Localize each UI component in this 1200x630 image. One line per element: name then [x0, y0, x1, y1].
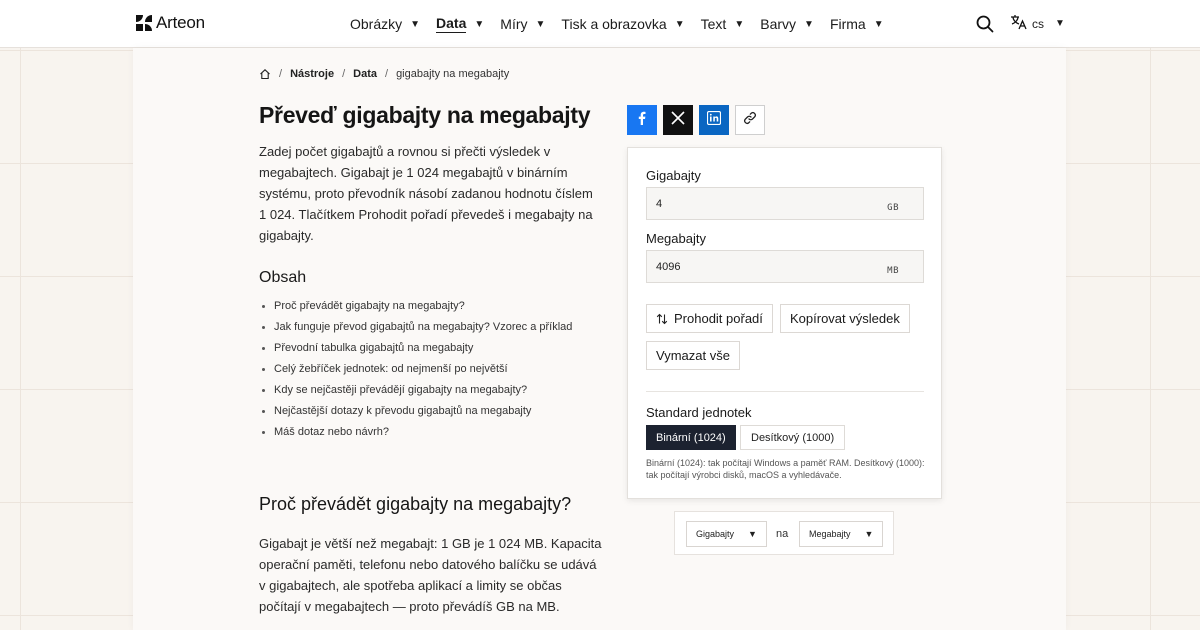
nav-label: Data	[436, 15, 467, 31]
search-icon[interactable]	[976, 15, 994, 33]
nav-label: Tisk a obrazovka	[561, 16, 667, 32]
divider	[646, 391, 924, 392]
swap-arrows-icon	[656, 313, 668, 325]
caret-down-icon: ▼	[873, 18, 884, 30]
caret-down-icon: ▼	[748, 529, 757, 539]
to-unit-value: Megabajty	[809, 529, 851, 539]
unit-connector: na	[776, 528, 789, 540]
breadcrumb-separator: /	[385, 68, 389, 80]
toc-item[interactable]: Celý žebříček jednotek: od nejmenší po největší	[274, 359, 572, 380]
facebook-icon	[635, 111, 649, 130]
toc-item[interactable]: Nejčastější dotazy k převodu gigabajtů na megabajty	[274, 401, 572, 422]
logo-mark-icon	[136, 15, 152, 31]
nav-item-obrazky[interactable]	[350, 0, 420, 48]
gigabytes-label: Gigabajty	[646, 168, 701, 183]
breadcrumb	[259, 68, 509, 80]
unit-standard-label: Standard jednotek	[646, 405, 752, 420]
toc-item[interactable]: Kdy se nejčastěji převádějí gigabajty na megabajty?	[274, 380, 572, 401]
share-x-button[interactable]	[663, 105, 693, 135]
nav-item-text[interactable]	[701, 0, 745, 48]
caret-down-icon: ▼	[674, 18, 685, 30]
gigabytes-unit: GB	[887, 203, 899, 213]
nav-label: Text	[700, 16, 727, 32]
main-nav	[350, 0, 900, 48]
to-unit-select[interactable]	[799, 521, 883, 547]
gigabytes-input[interactable]	[646, 187, 924, 220]
language-switcher[interactable]	[1010, 14, 1065, 33]
caret-down-icon: ▼	[474, 18, 485, 30]
clear-all-label: Vymazat vše	[656, 348, 730, 363]
caret-down-icon: ▼	[804, 18, 814, 30]
toc-title: Obsah	[259, 269, 307, 286]
logo-text: Arteon	[156, 13, 205, 32]
caret-down-icon: ▼	[1055, 18, 1065, 29]
swap-order-label: Prohodit pořadí	[674, 311, 763, 326]
language-code: cs	[1032, 16, 1044, 31]
caret-down-icon: ▼	[535, 18, 546, 30]
nav-item-firma[interactable]	[830, 0, 884, 48]
top-navigation-bar	[0, 0, 1200, 48]
page-title: Převeď gigabajty na megabajty	[259, 102, 591, 128]
logo[interactable]	[136, 13, 205, 33]
nav-item-miry[interactable]	[500, 0, 545, 48]
megabytes-input[interactable]	[646, 250, 924, 283]
from-unit-select[interactable]	[686, 521, 767, 547]
megabytes-unit: MB	[887, 266, 899, 276]
nav-item-barvy[interactable]	[760, 0, 814, 48]
share-facebook-button[interactable]	[627, 105, 657, 135]
breadcrumb-link-data[interactable]: Data	[353, 68, 377, 80]
gigabytes-value: 4	[656, 198, 663, 210]
caret-down-icon: ▼	[734, 18, 745, 30]
unit-pair-selector	[674, 511, 894, 555]
toc-item[interactable]: Proč převádět gigabajty na megabajty?	[274, 296, 572, 317]
nav-label: Barvy	[760, 16, 797, 32]
breadcrumb-link-nastroje[interactable]: Nástroje	[290, 68, 335, 80]
caret-down-icon: ▼	[410, 18, 421, 30]
unit-standard-note: Binární (1024): tak počítají Windows a paměť RAM. Desítkový (1000): tak počítají výrobci disků, macOS a vyhledávače.	[646, 458, 925, 480]
standard-binary-toggle[interactable]: Binární (1024)	[646, 425, 736, 450]
breadcrumb-current: gigabajty na megabajty	[396, 68, 510, 80]
toc-item[interactable]: Máš dotaz nebo návrh?	[274, 422, 572, 443]
home-icon[interactable]	[259, 68, 271, 80]
nav-label: Firma	[829, 16, 866, 32]
from-unit-value: Gigabajty	[696, 529, 735, 539]
breadcrumb-separator: /	[279, 68, 283, 80]
copy-link-button[interactable]	[735, 105, 765, 135]
toc-item[interactable]: Jak funguje převod gigabajtů na megabajty? Vzorec a příklad	[274, 317, 572, 338]
section-body: Gigabajt je větší než megabajt: 1 GB je 1 024 MB. Kapacita operační paměti, telefonu nebo datového balíčku se udává v gigabajtech, ale spotřeba aplikací a limity se občas počítají v megabajtech — proto převádíš GB na MB.	[259, 536, 602, 614]
link-icon	[743, 111, 757, 130]
copy-result-label: Kopírovat výsledek	[790, 311, 900, 326]
section-title: Proč převádět gigabajty na megabajty?	[259, 494, 572, 514]
converter-card	[627, 147, 942, 499]
clear-all-button[interactable]	[646, 341, 740, 370]
share-linkedin-button[interactable]	[699, 105, 729, 135]
x-icon	[671, 111, 685, 130]
nav-item-tisk-a-obrazovka[interactable]	[561, 0, 684, 48]
nav-item-data[interactable]	[436, 0, 484, 48]
nav-label: Obrázky	[350, 16, 403, 32]
toc-item[interactable]: Převodní tabulka gigabajtů na megabajty	[274, 338, 572, 359]
share-buttons	[627, 105, 765, 135]
breadcrumb-separator: /	[342, 68, 346, 80]
linkedin-icon	[707, 111, 721, 130]
copy-result-button[interactable]	[780, 304, 910, 333]
intro-text: Zadej počet gigabajtů a rovnou si přečti výsledek v megabajtech. Gigabajt je 1 024 megabajtů v binárním systému, proto převodník násobí zadanou hodnotu číslem 1 024. Tlačítkem Prohodit pořadí převedeš i megabajty na gigabajty.	[259, 144, 593, 243]
nav-label: Míry	[500, 16, 528, 32]
swap-order-button[interactable]	[646, 304, 773, 333]
table-of-contents	[274, 296, 572, 443]
megabytes-value: 4096	[656, 261, 681, 273]
megabytes-label: Megabajty	[646, 231, 706, 246]
caret-down-icon: ▼	[864, 529, 874, 539]
standard-decimal-toggle[interactable]: Desítkový (1000)	[740, 425, 845, 450]
translate-icon	[1010, 14, 1027, 33]
